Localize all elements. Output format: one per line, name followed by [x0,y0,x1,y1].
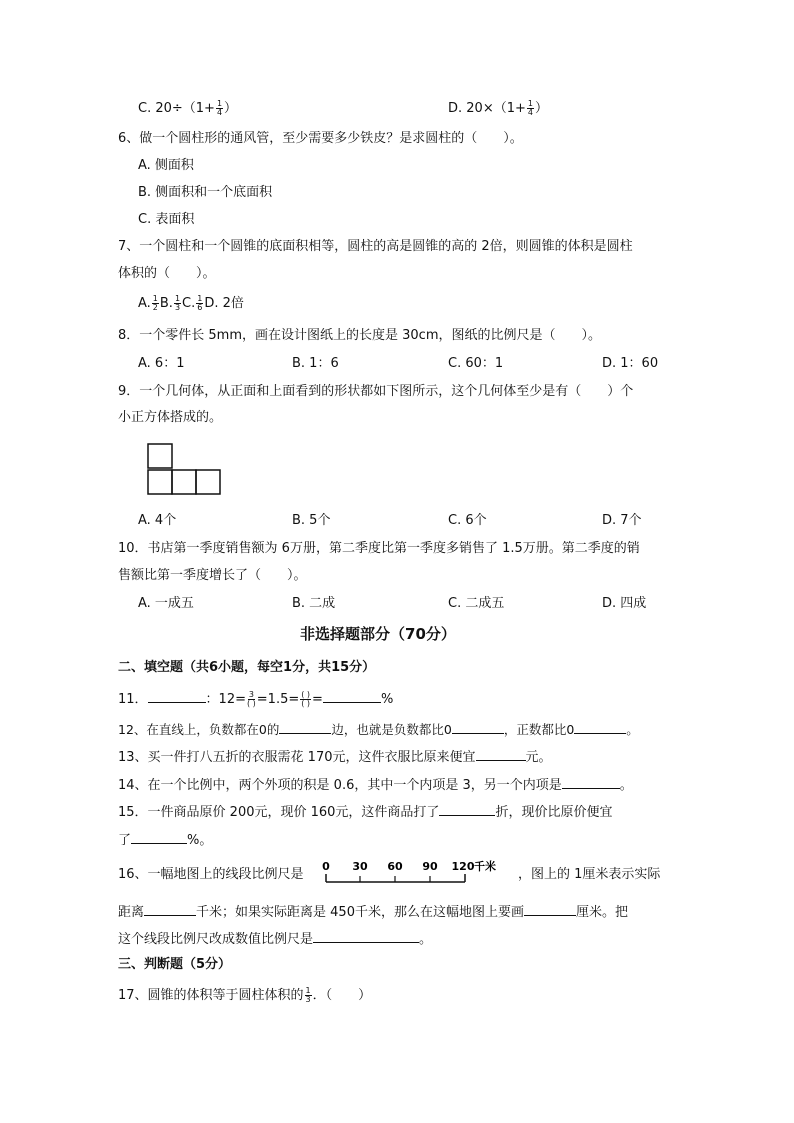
q12-text-2: 边，也就是负数都比0 [331,722,452,737]
q6-stem: 6、做一个圆柱形的通风管，至少需要多少铁皮？是求圆柱的（ ）。 [118,131,523,146]
q11 [118,690,393,708]
q16-text-5: 厘米。把 [575,905,628,920]
q15-text-2: 折，现价比原价便宜 [495,805,613,820]
fraction-numerator: 1 [152,294,158,303]
q11-equals-decimal: =1.5= [256,692,300,707]
q11-ratio-text: ：12= [205,692,246,707]
section-nonchoice-title: 非选择题部分（70分） [300,625,456,643]
q15-blank-1[interactable] [439,803,495,816]
q15-line2 [118,831,212,849]
q8-option-a: A. 6：1 [138,356,185,371]
q7-stem-line2: 体积的（ ）。 [118,266,216,281]
q15-blank-2[interactable] [131,831,187,844]
fraction-numerator: 1 [527,99,533,108]
q12-blank-1[interactable] [279,721,331,734]
q7-option-a-label: A. [138,296,151,311]
q8-option-c: C. 60：1 [448,356,504,371]
q9-stem-line1: 9．一个几何体，从正面和上面看到的形状都如下图所示，这个几何体至少是有（ ）个 [118,384,634,399]
fraction-denominator: 6 [197,303,203,312]
q11-fraction-2 [300,691,311,708]
q9-option-c: C. 6个 [448,513,487,528]
q12 [118,721,639,738]
q8-stem: 8．一个零件长 5mm，画在设计图纸上的长度是 30cm，图纸的比例尺是（ ）。 [118,328,601,343]
q6-option-a: A. 侧面积 [138,158,194,173]
q7-option-d: D. 2倍 [204,296,244,311]
fraction-numerator: 1 [305,986,311,995]
q7-option-c-fraction [196,295,203,312]
q12-text-4: 。 [626,722,639,737]
q17 [118,987,371,1004]
q16-text-7: 。 [419,932,433,947]
q14-text-1: 14、在一个比例中，两个外项的积是 0.6，其中一个内项是 3，另一个内项是 [118,778,562,793]
q16-text-6: 这个线段比例尺改成数值比例尺是 [118,932,314,947]
q13-text-1: 13、买一件打八五折的衣服需花 170元，这件衣服比原来便宜 [118,750,476,765]
q5-option-c-text: C. 20÷（1+ [138,101,215,116]
q11-percent: % [380,692,394,707]
q13-blank[interactable] [476,748,526,761]
fraction-numerator: 3 [248,690,254,699]
q9-cube-view-figure [146,442,224,498]
q8-option-d: D. 1：60 [602,356,659,371]
q11-equals: = [312,692,323,707]
q16-text-4: 千米；如果实际距离是 450千米，那么在这幅地图上要画 [196,905,524,920]
fraction-numerator: 1 [174,294,181,303]
q9-stem-line2: 小正方体搭成的。 [118,410,223,425]
q7-options [138,295,244,312]
fraction-denominator: ( ) [301,699,311,708]
q9-option-a: A. 4个 [138,513,177,528]
q16-blank-2[interactable] [524,903,576,916]
q17-fraction [305,987,312,1004]
q6-option-c: C. 表面积 [138,212,195,227]
fraction-denominator: 3 [174,303,181,312]
q10-stem-line1: 10．书店第一季度销售额为 6万册，第二季度比第一季度多销售了 1.5万册。第二季度的销 [118,541,640,556]
fraction-denominator: ( ) [246,699,256,708]
q5-option-d-fraction [527,100,534,117]
bottom-square-1 [148,470,172,494]
q5-option-c-fraction [216,100,223,117]
q10-option-c: C. 二成五 [448,596,505,611]
q14 [118,776,633,794]
fraction-denominator: 3 [305,995,311,1004]
q12-blank-3[interactable] [574,721,626,734]
fraction-numerator: ( ) [301,690,311,699]
q5-option-c-close: ） [224,101,238,116]
q11-label: 11． [118,692,148,707]
q5-option-c [138,100,237,117]
q12-text-3: ，正数都比0 [503,722,575,737]
bottom-square-3 [196,470,220,494]
q13-text-2: 元。 [525,750,552,765]
q5-option-d-close: ） [534,101,548,116]
q11-blank-2[interactable] [323,690,381,703]
q7-option-b-fraction [174,295,181,312]
scale-label-90: 90 [422,860,438,873]
q13 [118,748,552,766]
q7-option-c-label: C. [182,296,196,311]
q7-option-b-label: B. [159,296,173,311]
q14-blank[interactable] [562,776,620,789]
q15-text-1: 15．一件商品原价 200元，现价 160元，这件商品打了 [118,805,440,820]
section-fill-heading: 二、填空题（共6小题，每空1分，共15分） [118,660,376,675]
q12-blank-2[interactable] [452,721,504,734]
scale-label-120: 120 [451,860,475,873]
q16-line2 [118,903,628,921]
q16-line3 [118,930,432,948]
q10-stem-line2: 售额比第一季度增长了（ ）。 [118,568,307,583]
q6-option-b: B. 侧面积和一个底面积 [138,185,273,200]
q11-fraction-1 [247,691,256,708]
q12-text-1: 12、在直线上，负数都在0的 [118,722,280,737]
q17-text-1: 17、圆锥的体积等于圆柱体积的 [118,988,304,1003]
scale-label-30: 30 [352,860,368,873]
scale-unit: 千米 [474,860,496,873]
fraction-denominator: 2 [152,303,158,312]
scale-label-60: 60 [387,860,403,873]
q16-text-1: 16、一幅地图上的线段比例尺是 [118,867,304,882]
q16-text-3: 距离 [118,905,145,920]
q7-option-a-fraction [152,295,159,312]
top-square [148,444,172,468]
q5-option-d-text: D. 20×（1+ [448,101,526,116]
q10-option-b: B. 二成 [292,596,336,611]
q15-line1 [118,803,612,821]
q9-option-b: B. 5个 [292,513,331,528]
q11-blank-1[interactable] [148,690,206,703]
q16-blank-1[interactable] [144,903,196,916]
q17-text-2: ．（ ） [312,988,372,1003]
q9-option-d: D. 7个 [602,513,642,528]
q7-stem-line1: 7、一个圆柱和一个圆锥的底面积相等，圆柱的高是圆锥的高的 2倍，则圆锥的体积是圆柱 [118,239,633,254]
fraction-denominator: 4 [527,108,533,117]
q10-option-a: A. 一成五 [138,596,194,611]
q5-option-d [448,100,548,117]
q10-option-d: D. 四成 [602,596,647,611]
q15-text-4: %。 [187,833,213,848]
section-judge-heading: 三、判断题（5分） [118,957,232,972]
q15-text-3: 了 [118,833,132,848]
q14-text-2: 。 [619,778,633,793]
q16-blank-3[interactable] [313,930,419,943]
q16-text-2: ，图上的 1厘米表示实际 [518,867,661,882]
scale-label-0: 0 [322,860,330,873]
fraction-numerator: 1 [197,294,203,303]
bottom-square-2 [172,470,196,494]
q8-option-b: B. 1：6 [292,356,339,371]
fraction-denominator: 4 [216,108,223,117]
fraction-numerator: 1 [216,99,223,108]
q16-line-scale-figure [320,857,510,889]
